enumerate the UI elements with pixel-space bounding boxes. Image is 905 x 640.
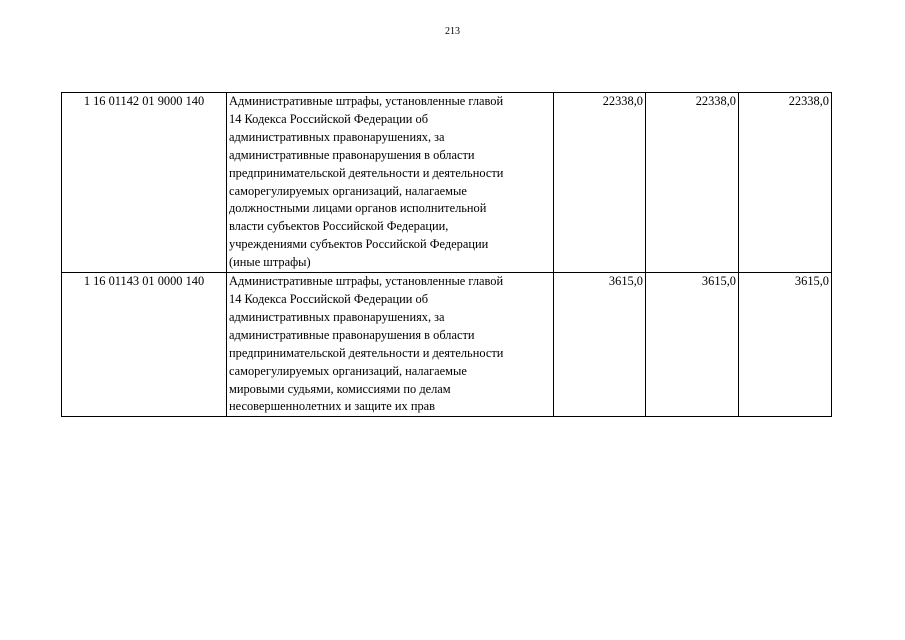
description-line: предпринимательской деятельности и деятельности <box>229 345 504 360</box>
description-line: саморегулируемых организаций, налагаемые <box>229 183 467 198</box>
description-line: (иные штрафы) <box>229 255 311 270</box>
description-line: мировыми судьями, комиссиями по делам <box>229 381 451 396</box>
description-line: предпринимательской деятельности и деятельности <box>229 165 504 180</box>
amount-cell-year-3: 22338,0 <box>739 93 832 273</box>
amount-cell-year-1: 22338,0 <box>554 93 646 273</box>
description-line: власти субъектов Российской Федерации, <box>229 219 449 234</box>
description-line: административные правонарушения в области <box>229 327 475 342</box>
amount-cell-year-1: 3615,0 <box>554 273 646 417</box>
description-line: административных правонарушениях, за <box>229 129 445 144</box>
description-line: должностными лицами органов исполнительной <box>229 201 487 216</box>
revenue-code-cell: 1 16 01142 01 9000 140 <box>62 93 227 273</box>
description-line: 14 Кодекса Российской Федерации об <box>229 291 429 306</box>
budget-revenue-table <box>61 92 832 417</box>
description-line: административных правонарушениях, за <box>229 309 445 324</box>
revenue-code-cell: 1 16 01143 01 0000 140 <box>62 273 227 417</box>
table-row <box>62 93 832 273</box>
revenue-description-cell <box>227 93 554 273</box>
description-line: Административные штрафы, установленные главой <box>229 94 504 108</box>
description-line: учреждениями субъектов Российской Федерации <box>229 237 489 252</box>
description-line: саморегулируемых организаций, налагаемые <box>229 363 467 378</box>
amount-cell-year-2: 22338,0 <box>646 93 739 273</box>
amount-cell-year-2: 3615,0 <box>646 273 739 417</box>
amount-cell-year-3: 3615,0 <box>739 273 832 417</box>
table-row <box>62 273 832 417</box>
description-line: 14 Кодекса Российской Федерации об <box>229 111 429 126</box>
revenue-description-cell <box>227 273 554 417</box>
description-line: Административные штрафы, установленные главой <box>229 274 504 289</box>
description-line: несовершеннолетних и защите их прав <box>229 399 436 414</box>
page-number: 213 <box>445 26 460 37</box>
description-line: административные правонарушения в области <box>229 147 475 162</box>
